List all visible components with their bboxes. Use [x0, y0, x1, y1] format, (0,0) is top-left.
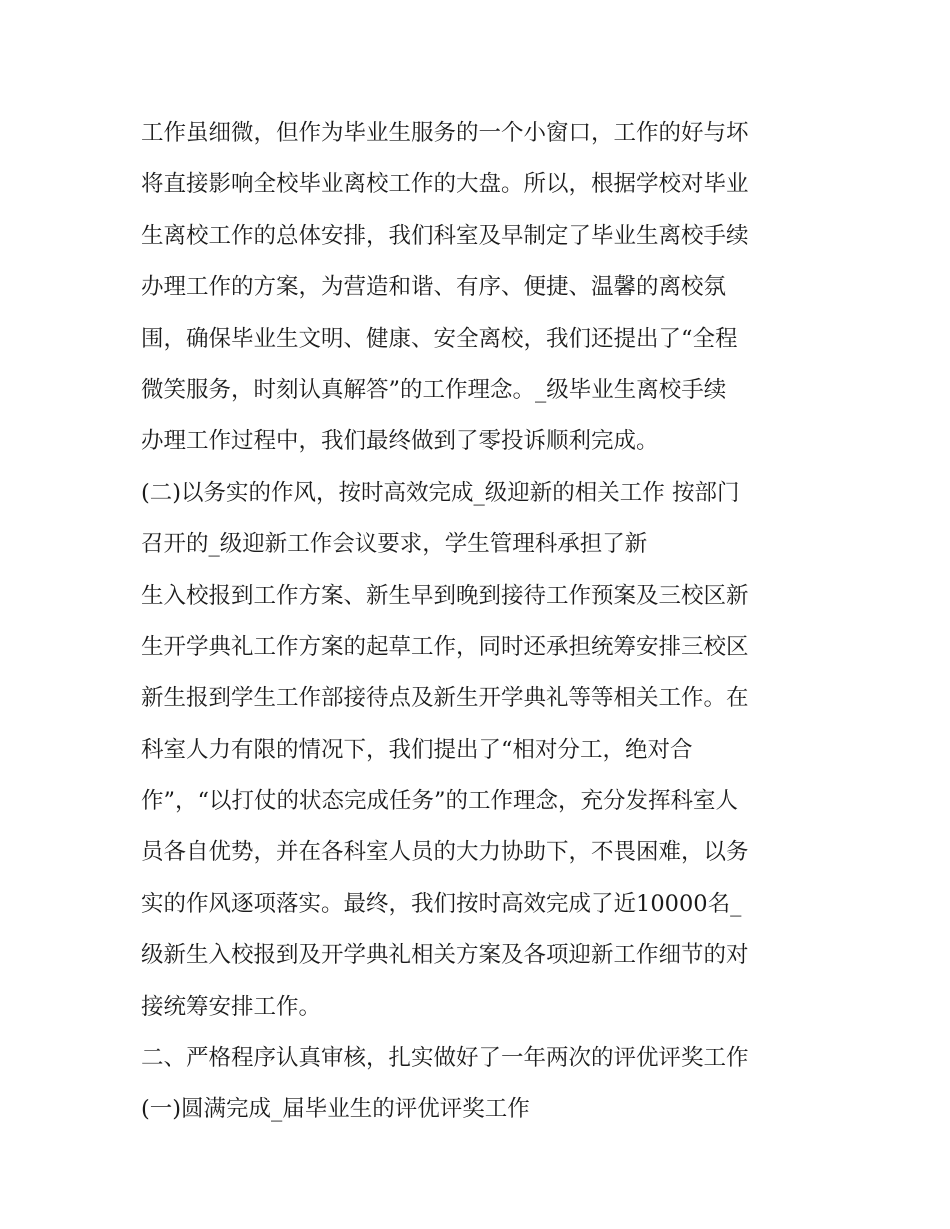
text-line-3: 生离校工作的总体安排，我们科室及早制定了毕业生离校手续: [141, 222, 749, 249]
text-line-17: 级新生入校报到及开学典礼相关方案及各项迎新工作细节的对: [141, 942, 749, 969]
text-line-12: 新生报到学生工作部接待点及新生开学典礼等等相关工作。在: [141, 685, 749, 712]
text-line-4: 办理工作的方案，为营造和谐、有序、便捷、温馨的离校氛: [141, 274, 727, 301]
section-heading-welcome: (二)以务实的作风，按时高效完成_级迎新的相关工作 按部门: [141, 479, 740, 506]
text-line-5: 围，确保毕业生文明、健康、安全离校，我们还提出了“全程: [141, 325, 738, 352]
text-line-10: 生入校报到工作方案、新生早到晚到接待工作预案及三校区新: [141, 582, 749, 609]
subsection-heading-graduates: (一)圆满完成_届毕业生的评优评奖工作: [141, 1096, 530, 1123]
text-line-15: 员各自优势，并在各科室人员的大力协助下，不畏困难，以务: [141, 839, 749, 866]
text-line-16: 实的作风逐项落实。最终，我们按时高效完成了近10000名_: [141, 890, 742, 917]
text-line-11: 生开学典礼工作方案的起草工作，同时还承担统筹安排三校区: [141, 633, 749, 660]
text-line-18: 接统筹安排工作。: [141, 993, 322, 1020]
text-line-9: 召开的_级迎新工作会议要求，学生管理科承担了新: [141, 531, 648, 558]
section-heading-awards: 二、严格程序认真审核，扎实做好了一年两次的评优评奖工作: [141, 1045, 749, 1072]
text-line-13: 科室人力有限的情况下，我们提出了“相对分工，绝对合: [141, 736, 693, 763]
text-line-7: 办理工作过程中，我们最终做到了零投诉顺利完成。: [141, 428, 659, 455]
text-line-2: 将直接影响全校毕业离校工作的大盘。所以，根据学校对毕业: [141, 171, 749, 198]
text-line-1: 工作虽细微，但作为毕业生服务的一个小窗口，工作的好与坏: [141, 120, 749, 146]
body-text: [141, 108, 821, 1136]
text-line-14: 作”，“以打仗的状态完成任务”的工作理念，充分发挥科室人: [141, 788, 739, 815]
text-line-6: 微笑服务，时刻认真解答”的工作理念。_级毕业生离校手续: [141, 376, 727, 403]
